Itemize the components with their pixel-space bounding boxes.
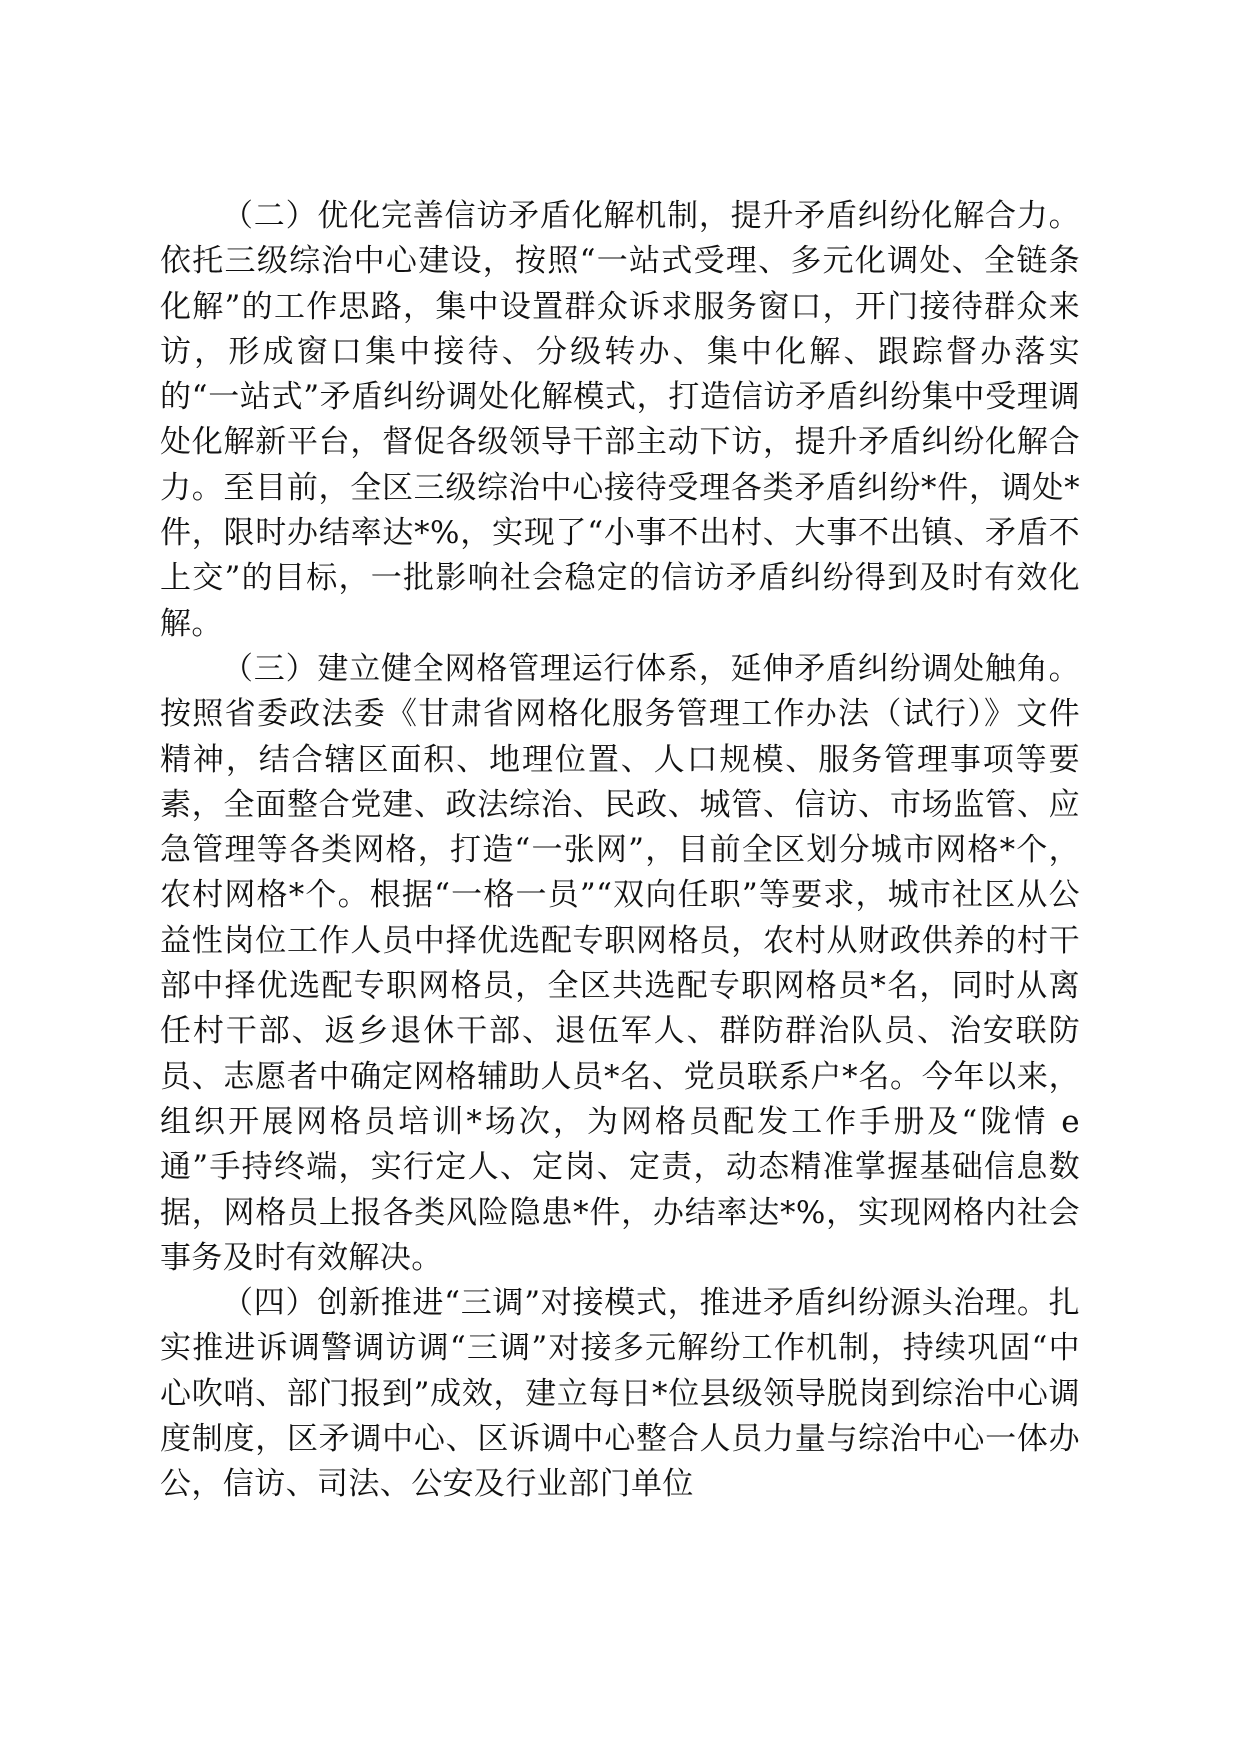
paragraph-2-petition-mechanism: （二）优化完善信访矛盾化解机制，提升矛盾纠纷化解合力。依托三级综治中心建设，按照“一站式受理、多元化调处、全链条化解”的工作思路，集中设置群众诉求服务窗口，开门接待群众来访，形成窗口集中接待、分级转办、集中化解、跟踪督办落实的“一站式”矛盾纠纷调处化解模式，打造信访矛盾纠纷集中受理调处化解新平台，督促各级领导干部主动下访，提升矛盾纠纷化解合力。至目前，全区三级综治中心接待受理各类矛盾纠纷*件，调处*件，限时办结率达*%，实现了“小事不出村、大事不出镇、矛盾不上交”的目标，一批影响社会稳定的信访矛盾纠纷得到及时有效化解。	[160, 198, 1080, 642]
paragraph-3-grid-management: （三）建立健全网格管理运行体系，延伸矛盾纠纷调处触角。按照省委政法委《甘肃省网格化服务管理工作办法（试行）》文件精神，结合辖区面积、地理位置、人口规模、服务管理事项等要素，全面整合党建、政法综治、民政、城管、信访、市场监管、应急管理等各类网格，打造“一张网”，目前全区划分城市网格*个，农村网格*个。根据“一格一员”“双向任职”等要求，城市社区从公益性岗位工作人员中择优选配专职网格员，农村从财政供养的村干部中择优选配专职网格员，全区共选配专职网格员*名，同时从离任村干部、返乡退休干部、退伍军人、群防群治队员、治安联防员、志愿者中确定网格辅助人员*名、党员联系户*名。今年以来，组织开展网格员培训*场次，为网格员配发工作手册及“陇情 e 通”手持终端，实行定人、定岗、定责，动态精准掌握基础信息数据，网格员上报各类风险隐患*件，办结率达*%，实现网格内社会事务及时有效解决。	[160, 650, 1080, 1276]
document-body	[160, 194, 1080, 1508]
paragraph-4-three-mediation: （四）创新推进“三调”对接模式，推进矛盾纠纷源头治理。扎实推进诉调警调访调“三调”对接多元解纷工作机制，持续巩固“中心吹哨、部门报到”成效，建立每日*位县级领导脱岗到综治中心调度制度，区矛调中心、区诉调中心整合人员力量与综治中心一体办公，信访、司法、公安及行业部门单位	[160, 1285, 1080, 1503]
